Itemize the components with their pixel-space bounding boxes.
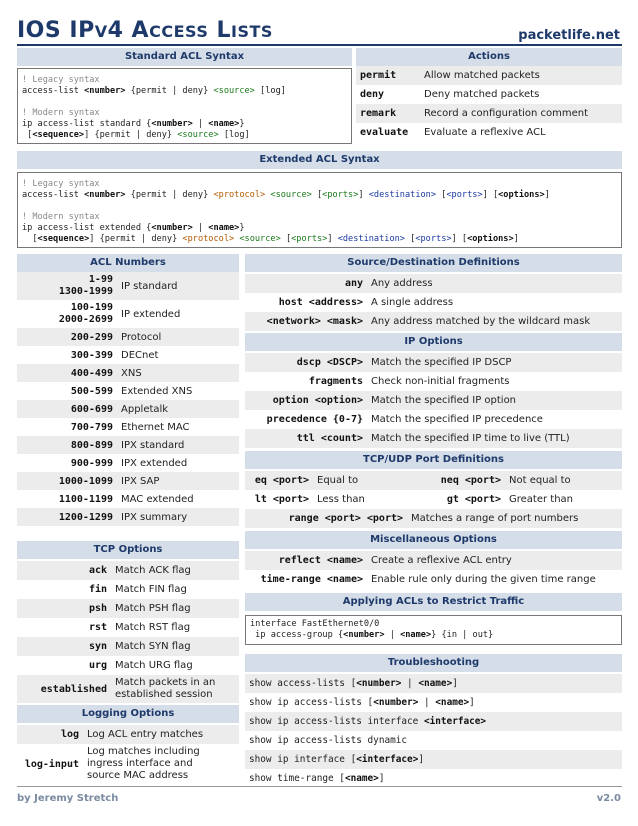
ip-options-section [245, 333, 622, 448]
table-row: ttl <count> Match the specified IP time to live (TTL) [245, 429, 622, 448]
tcp-udp-ports-table [245, 471, 622, 509]
acl-numbers-section [17, 254, 239, 526]
table-row: 900-999 IPX extended [70, 457, 188, 469]
troubleshooting-section [245, 654, 622, 788]
standard-acl-code: ! Legacy syntax access-list <number> {permit | deny} <source> [log] ! Modern syntax ip access-list standard {<number> | <name>} [<sequence>] {permit | deny} <source> [log] [17, 68, 352, 144]
applying-acls-code: interface FastEthernet0/0 ip access-group {<number> | <name>} {in | out} [245, 615, 622, 645]
table-row: time-range <name> Enable rule only during the given time range [260, 574, 596, 585]
table-row: evaluate Evaluate a reflexive ACL [360, 127, 546, 138]
table-row: eq <port> Equal to neq <port> Not equal to [245, 471, 622, 490]
table-row: urg Match URG flag [88, 660, 193, 671]
misc-options-table [245, 551, 622, 589]
table-row: <network> <mask> Any address matched by the wildcard mask [245, 312, 622, 331]
table-row: any Any address [245, 274, 622, 293]
section-title: Standard ACL Syntax [17, 48, 352, 66]
table-row: 700-799 Ethernet MAC [70, 421, 190, 433]
header-rule [17, 44, 622, 46]
section-title: TCP/UDP Port Definitions [245, 451, 622, 469]
table-row: show ip access-lists interface <interface> [245, 712, 622, 731]
tcp-options-section [17, 541, 239, 703]
tcp-udp-range-table [245, 509, 622, 528]
table-row: 300-399 DECnet [70, 349, 159, 361]
section-title: Logging Options [17, 705, 239, 723]
actions-table [356, 66, 622, 142]
troubleshooting-table [245, 674, 622, 788]
table-row: permit Allow matched packets [356, 66, 622, 85]
table-row: ack Match ACK flag [17, 561, 239, 580]
table-row: 800-899 IPX standard [17, 436, 239, 454]
table-row: 200-299 Protocol [17, 328, 239, 346]
footer-rule [17, 786, 622, 787]
version-label: v2.0 [596, 793, 621, 804]
table-row: precedence {0-7} Match the specified IP precedence [266, 414, 543, 425]
table-row: established Match packets in an established session [17, 675, 239, 703]
acl-numbers-table [17, 272, 239, 526]
table-row: 1-99 1300-1999 IP standard [17, 272, 239, 300]
section-title: Applying ACLs to Restrict Traffic [245, 593, 622, 611]
table-row: psh Match PSH flag [17, 599, 239, 618]
table-row: rst Match RST flag [88, 622, 191, 633]
section-title: ACL Numbers [17, 254, 239, 272]
table-row: range <port> <port> Matches a range of port numbers [245, 509, 622, 528]
misc-options-section [245, 531, 622, 589]
table-row: 1000-1099 IPX SAP [17, 472, 239, 490]
author-credit: by Jeremy Stretch [17, 793, 119, 804]
page-title: IOS IPV4 ACCESS LISTS [17, 18, 273, 43]
table-row: remark Record a configuration comment [356, 104, 622, 123]
table-row: deny Deny matched packets [360, 89, 540, 100]
table-row: fragments Check non-initial fragments [308, 376, 510, 387]
table-row: show ip interface [<interface>] [245, 750, 622, 769]
source-destination-section [245, 254, 622, 331]
applying-acls-section [245, 593, 622, 645]
table-row: show time-range [<name>] [249, 773, 385, 784]
section-title: Miscellaneous Options [245, 531, 622, 549]
ip-options-table [245, 353, 622, 448]
table-row: log Log ACL entry matches [17, 725, 239, 744]
table-row: show ip access-lists dynamic [249, 735, 408, 746]
table-row: 500-599 Extended XNS [70, 385, 193, 397]
section-title: Source/Destination Definitions [245, 254, 622, 272]
table-row: lt <port> Less than gt <port> Greater than [254, 494, 574, 505]
table-row: 400-499 XNS [17, 364, 239, 382]
table-row: log-input Log matches including ingress interface and source MAC address [24, 746, 200, 781]
table-row: 100-199 2000-2699 IP extended [58, 302, 181, 325]
table-row: fin Match FIN flag [88, 584, 187, 595]
tcp-udp-ports-section [245, 451, 622, 528]
table-row: reflect <name> Create a reflexive ACL entry [245, 551, 622, 570]
logging-options-table [17, 725, 239, 784]
table-row: show access-lists [<number> | <name>] [245, 674, 622, 693]
table-row: host <address> A single address [278, 297, 454, 308]
extended-acl-code: ! Legacy syntax access-list <number> {permit | deny} <protocol> <source> [<ports>] <destination> [<ports>] [<options>] ! Modern syntax ip access-list extended {<number> | <name>} [<sequence>] {permit | deny} <protocol> <source> [<ports>] <destination> [<ports>] [<options>] [17, 172, 622, 248]
table-row: option <option> Match the specified IP option [245, 391, 622, 410]
table-row: 1100-1199 MAC extended [58, 493, 194, 505]
extended-acl-section [17, 151, 622, 248]
section-title: Extended ACL Syntax [17, 151, 622, 169]
table-row: show ip access-lists [<number> | <name>] [249, 697, 475, 708]
site-name: packetlife.net [518, 28, 620, 43]
table-row: 600-699 Appletalk [17, 400, 239, 418]
section-title: Troubleshooting [245, 654, 622, 672]
source-destination-table [245, 274, 622, 331]
tcp-options-table [17, 561, 239, 703]
actions-section [356, 48, 622, 142]
table-row: dscp <DSCP> Match the specified IP DSCP [245, 353, 622, 372]
section-title: IP Options [245, 333, 622, 351]
logging-options-section [17, 705, 239, 784]
section-title: Actions [356, 48, 622, 66]
section-title: TCP Options [17, 541, 239, 559]
table-row: syn Match SYN flag [17, 637, 239, 656]
standard-acl-section [17, 48, 352, 144]
table-row: 1200-1299 IPX summary [17, 508, 239, 526]
